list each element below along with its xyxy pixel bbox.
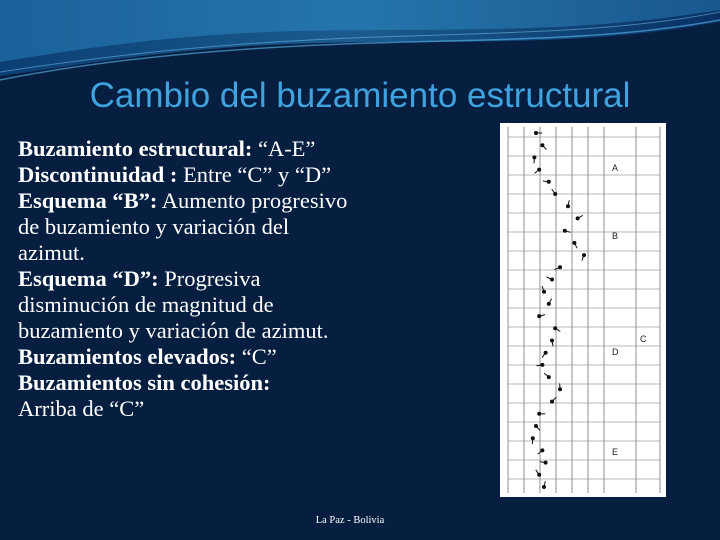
text-line-esquema-d-end: buzamiento y variación de azimut. <box>18 318 329 343</box>
slide-title: Cambio del buzamiento estructural <box>89 76 631 115</box>
text-line-arriba-de-c: Arriba de “C” <box>18 396 145 421</box>
tadpole-tail <box>542 145 546 149</box>
value-buzamiento-estructural: “A-E” <box>252 136 316 161</box>
text-line-esquema-d-cont: disminución de magnitud de <box>18 292 274 317</box>
text-line-esquema-d <box>18 266 488 292</box>
tadpole-tail <box>532 438 533 444</box>
label-buzamientos-elevados: Buzamientos elevados: <box>18 344 237 369</box>
text-line-esquema-b-cont: de buzamiento y variación del <box>18 214 290 239</box>
tadpole-tail <box>552 397 556 401</box>
label-buzamientos-sin-cohesion: Buzamientos sin cohesión: <box>18 370 271 395</box>
text-line-esquema-b-end: azimut. <box>18 240 85 265</box>
label-esquema-d: Esquema “D”: <box>18 266 159 291</box>
tadpole-tail <box>536 426 540 430</box>
text-line-esquema-b <box>18 188 488 214</box>
tadpole-tail <box>535 170 540 174</box>
footer-location: La Paz - Bolivia <box>315 515 385 526</box>
value-esquema-b: Aumento progresivo <box>157 188 348 213</box>
zone-label-c: C <box>640 334 647 344</box>
value-discontinuidad: Entre “C” y “D” <box>177 162 332 187</box>
tadpole-dot <box>558 265 562 269</box>
body-text <box>18 136 488 422</box>
dipmeter-log-figure <box>500 123 666 497</box>
label-discontinuidad: Discontinuidad : <box>18 162 178 187</box>
dipmeter-grid <box>508 127 660 493</box>
zone-label-d: D <box>612 347 619 357</box>
label-esquema-b: Esquema “B”: <box>18 188 158 213</box>
value-esquema-d: Progresiva <box>158 266 261 291</box>
zone-labels <box>612 163 647 457</box>
text-line-buzamiento-estructural <box>18 136 488 162</box>
value-buzamientos-elevados: “C” <box>236 344 277 369</box>
dipmeter-tadpole-plot <box>500 123 666 497</box>
text-line-buzamientos-sin-cohesion <box>18 370 488 396</box>
text-line-buzamientos-elevados <box>18 344 488 370</box>
label-buzamiento-estructural: Buzamiento estructural: <box>18 136 253 161</box>
tadpole-tail <box>544 373 549 377</box>
zone-label-a: A <box>612 163 619 173</box>
zone-label-e: E <box>612 447 619 457</box>
tadpole-dot <box>547 302 551 306</box>
dipmeter-marks <box>531 131 586 489</box>
text-line-discontinuidad <box>18 162 488 188</box>
zone-label-b: B <box>612 231 619 241</box>
